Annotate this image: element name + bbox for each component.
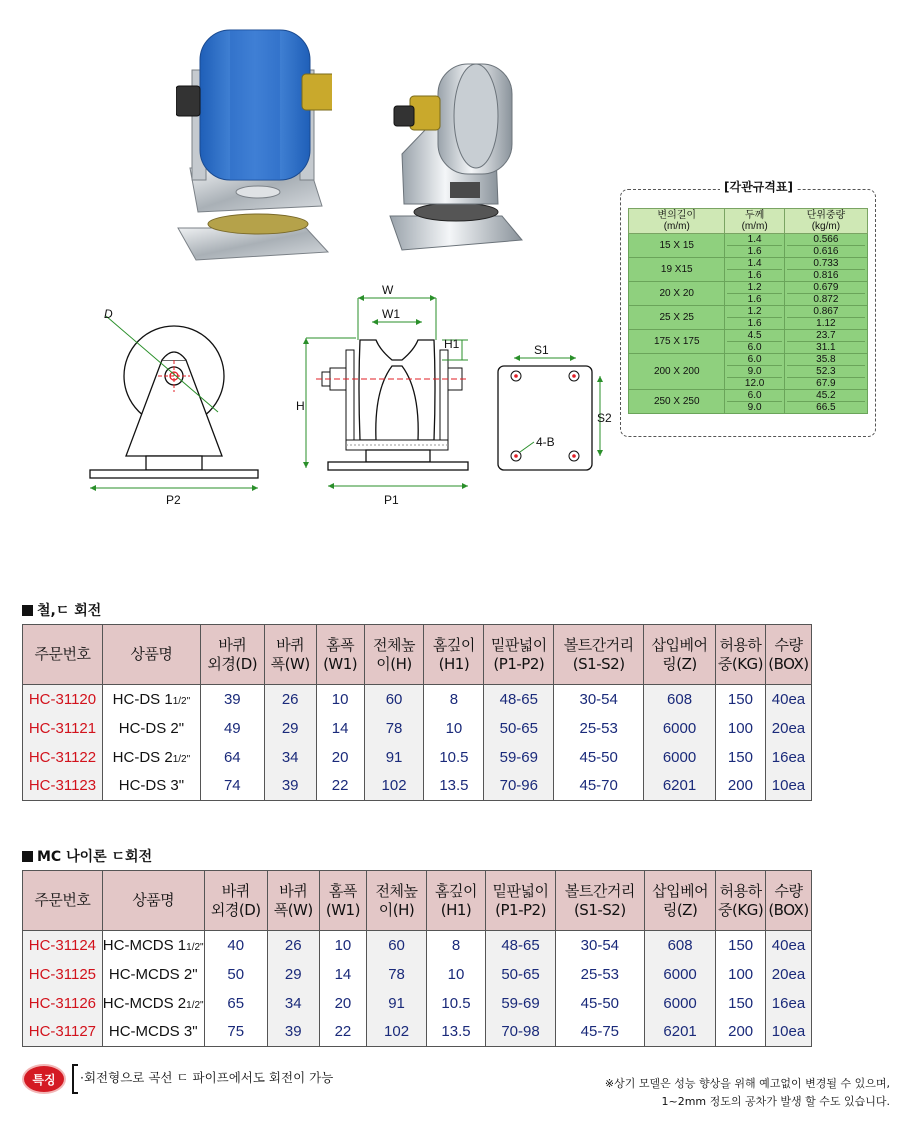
spec-value: 1.4 — [727, 234, 781, 246]
cell-w1: 22 — [316, 772, 364, 801]
label-s1: S1 — [534, 343, 549, 357]
column-header: 바퀴 외경(D) — [204, 871, 267, 931]
cell-h1: 10.5 — [424, 743, 484, 772]
spec-size-cell: 250 X 250 — [629, 390, 725, 414]
product-name-text: HC-DS 2" — [118, 719, 185, 737]
cell-w: 34 — [267, 989, 319, 1018]
cell-kg: 150 — [715, 685, 765, 714]
spec-header-cell: 변의길이 (m/m) — [629, 209, 725, 234]
spec-thickness-cell — [725, 258, 784, 282]
spec-row — [629, 330, 868, 354]
spec-thickness-cell — [725, 330, 784, 354]
feature-badge: 특징 — [22, 1064, 66, 1094]
spec-row — [629, 354, 868, 390]
cell-z: 608 — [644, 931, 715, 960]
cell-kg: 200 — [716, 1018, 766, 1047]
spec-size-cell: 25 X 25 — [629, 306, 725, 330]
product-name — [102, 1018, 204, 1047]
cell-w1: 20 — [319, 989, 367, 1018]
cell-box: 16ea — [765, 989, 811, 1018]
product-name-fraction: 1/2" — [186, 999, 204, 1011]
cell-w1: 10 — [316, 685, 364, 714]
cell-d: 65 — [204, 989, 267, 1018]
order-code: HC-31122 — [23, 743, 103, 772]
spec-value: 67.9 — [816, 378, 836, 389]
notice-line: ※상기 모델은 성능 향상을 위해 예고없이 변경될 수 있으며, — [604, 1077, 890, 1090]
cell-h: 78 — [367, 960, 426, 989]
table-row — [23, 931, 812, 960]
cell-w: 39 — [264, 772, 316, 801]
cell-d: 50 — [204, 960, 267, 989]
label-s2: S2 — [597, 411, 612, 425]
product-name — [102, 931, 204, 960]
cell-h1: 10 — [426, 960, 486, 989]
spec-value: 0.733 — [787, 258, 865, 270]
label-p2: P2 — [166, 493, 181, 507]
cell-p: 59-69 — [486, 989, 555, 1018]
product-name-fraction: 1/2" — [172, 753, 191, 765]
cell-w1: 20 — [316, 743, 364, 772]
order-code: HC-31123 — [23, 772, 103, 801]
spec-value: 9.0 — [747, 402, 762, 413]
spec-row — [629, 234, 868, 258]
cell-p: 50-65 — [486, 960, 555, 989]
cell-w: 26 — [264, 685, 316, 714]
column-header: 홈폭 (W1) — [316, 625, 364, 685]
front-view-drawing — [296, 280, 478, 512]
spec-weight-cell — [784, 258, 867, 282]
section-heading-nylon — [22, 846, 152, 866]
cell-h1: 13.5 — [426, 1018, 486, 1047]
product-name — [102, 772, 200, 801]
spec-value: 0.679 — [787, 282, 865, 294]
cell-d: 75 — [204, 1018, 267, 1047]
column-header: 상품명 — [102, 871, 204, 931]
square-bullet-icon — [22, 851, 33, 862]
spec-header-cell: 두께 (m/m) — [725, 209, 784, 234]
order-code: HC-31125 — [23, 960, 103, 989]
section-title: 철,ㄷ 회전 — [37, 603, 102, 619]
cell-box: 10ea — [765, 1018, 811, 1047]
spec-value: 6.0 — [727, 390, 781, 402]
cell-h: 91 — [367, 989, 426, 1018]
spec-table — [628, 208, 868, 414]
cell-p: 70-96 — [484, 772, 554, 801]
spec-value: 9.0 — [727, 366, 781, 378]
cell-h: 102 — [364, 772, 424, 801]
spec-value: 0.566 — [787, 234, 865, 246]
label-w1: W1 — [382, 307, 400, 321]
cell-box: 20ea — [765, 714, 811, 743]
cell-kg: 100 — [715, 714, 765, 743]
product-name — [102, 743, 200, 772]
product-name-fraction: 1/2" — [186, 941, 204, 953]
spec-value: 1.6 — [747, 270, 762, 281]
column-header: 상품명 — [102, 625, 200, 685]
spec-value: 4.5 — [727, 330, 781, 342]
spec-value: 1.4 — [727, 258, 781, 270]
cell-p: 59-69 — [484, 743, 554, 772]
cell-kg: 200 — [715, 772, 765, 801]
spec-value: 1.12 — [816, 318, 836, 329]
cell-p: 48-65 — [486, 931, 555, 960]
spec-weight-cell — [784, 234, 867, 258]
spec-value: 0.867 — [787, 306, 865, 318]
product-name-text: HC-MCDS 2 — [102, 994, 187, 1012]
label-bolt: 4-B — [536, 435, 555, 449]
table-row — [23, 989, 812, 1018]
column-header: 밑판넓이 (P1-P2) — [486, 871, 555, 931]
cell-z: 6201 — [644, 1018, 715, 1047]
spec-weight-cell — [784, 390, 867, 414]
spec-size-cell: 175 X 175 — [629, 330, 725, 354]
column-header: 주문번호 — [23, 871, 103, 931]
cell-z: 608 — [644, 685, 716, 714]
spec-thickness-cell — [725, 354, 784, 390]
column-header: 밑판넓이 (P1-P2) — [484, 625, 554, 685]
spec-size-cell: 20 X 20 — [629, 282, 725, 306]
cell-box: 20ea — [765, 960, 811, 989]
column-header: 수량 (BOX) — [765, 625, 811, 685]
cell-d: 74 — [200, 772, 264, 801]
product-name-text: HC-DS 1 — [112, 690, 173, 708]
cell-box: 10ea — [765, 772, 811, 801]
label-h: H — [296, 399, 305, 413]
cell-p: 70-98 — [486, 1018, 555, 1047]
cell-s: 30-54 — [554, 685, 644, 714]
cell-kg: 100 — [716, 960, 766, 989]
column-header: 수량 (BOX) — [765, 871, 811, 931]
section-heading-steel — [22, 600, 101, 620]
product-name-text: HC-DS 3" — [118, 777, 185, 795]
cell-p: 48-65 — [484, 685, 554, 714]
spec-value: 1.6 — [747, 246, 762, 257]
cell-h: 78 — [364, 714, 424, 743]
cell-w: 34 — [264, 743, 316, 772]
spec-row — [629, 258, 868, 282]
spec-row — [629, 306, 868, 330]
side-view-drawing — [88, 300, 268, 510]
cell-h1: 10 — [424, 714, 484, 743]
spec-row — [629, 282, 868, 306]
spec-value: 1.6 — [747, 294, 762, 305]
order-code: HC-31120 — [23, 685, 103, 714]
table-row — [23, 714, 812, 743]
spec-weight-cell — [784, 306, 867, 330]
label-w: W — [382, 283, 394, 297]
cell-h: 60 — [364, 685, 424, 714]
column-header: 볼트간거리 (S1-S2) — [554, 625, 644, 685]
column-header: 볼트간거리 (S1-S2) — [555, 871, 644, 931]
table-row — [23, 1018, 812, 1047]
cell-d: 39 — [200, 685, 264, 714]
caster-photo-steel — [384, 44, 526, 256]
spec-header-cell: 단위중량 (kg/m) — [784, 209, 867, 234]
order-code: HC-31126 — [23, 989, 103, 1018]
column-header: 삽입베어 링(Z) — [644, 871, 715, 931]
product-name — [102, 960, 204, 989]
cell-z: 6000 — [644, 989, 715, 1018]
spec-thickness-cell — [725, 282, 784, 306]
notice-line: 1~2mm 정도의 공차가 발생 할 수도 있습니다. — [661, 1095, 890, 1108]
column-header: 홈깊이 (H1) — [426, 871, 486, 931]
cell-w: 29 — [267, 960, 319, 989]
label-h1: H1 — [444, 337, 460, 351]
spec-thickness-cell — [725, 234, 784, 258]
product-name — [102, 714, 200, 743]
product-name-text: HC-MCDS 1 — [102, 936, 187, 954]
product-table-steel — [22, 624, 812, 801]
spec-value: 23.7 — [787, 330, 865, 342]
product-name-fraction: 1/2" — [172, 695, 191, 707]
spec-weight-cell — [784, 354, 867, 390]
cell-h1: 10.5 — [426, 989, 486, 1018]
spec-value: 1.2 — [727, 306, 781, 318]
spec-value: 1.6 — [747, 318, 762, 329]
spec-value: 35.8 — [787, 354, 865, 366]
cell-kg: 150 — [716, 931, 766, 960]
cell-w1: 22 — [319, 1018, 367, 1047]
cell-z: 6201 — [644, 772, 716, 801]
square-bullet-icon — [22, 605, 33, 616]
spec-value: 6.0 — [727, 354, 781, 366]
product-name-text: HC-MCDS 2" — [108, 965, 198, 983]
cell-p: 50-65 — [484, 714, 554, 743]
cell-box: 16ea — [765, 743, 811, 772]
spec-value: 31.1 — [816, 342, 836, 353]
cell-d: 40 — [204, 931, 267, 960]
column-header: 전체높 이(H) — [364, 625, 424, 685]
cell-w: 26 — [267, 931, 319, 960]
product-table-nylon — [22, 870, 812, 1047]
section-title: MC 나이론 ㄷ회전 — [37, 849, 153, 865]
cell-w1: 14 — [316, 714, 364, 743]
product-name — [102, 685, 200, 714]
bracket-icon — [72, 1064, 78, 1094]
spec-weight-cell — [784, 282, 867, 306]
column-header: 삽입베어 링(Z) — [644, 625, 716, 685]
cell-d: 64 — [200, 743, 264, 772]
column-header: 허용하 중(KG) — [716, 871, 766, 931]
column-header: 홈폭 (W1) — [319, 871, 367, 931]
cell-w: 29 — [264, 714, 316, 743]
cell-s: 25-53 — [554, 714, 644, 743]
feature-text: ·회전형으로 곡선 ㄷ 파이프에서도 회전이 가능 — [80, 1070, 334, 1085]
spec-value: 0.616 — [813, 246, 839, 257]
spec-value: 45.2 — [787, 390, 865, 402]
cell-h1: 8 — [424, 685, 484, 714]
product-name-text: HC-MCDS 3" — [108, 1023, 198, 1041]
spec-value: 52.3 — [787, 366, 865, 378]
cell-h: 60 — [367, 931, 426, 960]
spec-value: 66.5 — [816, 402, 836, 413]
cell-s: 45-70 — [554, 772, 644, 801]
label-d: D — [104, 307, 113, 321]
column-header: 바퀴 외경(D) — [200, 625, 264, 685]
cell-w1: 14 — [319, 960, 367, 989]
cell-z: 6000 — [644, 960, 715, 989]
cell-box: 40ea — [765, 685, 811, 714]
table-row — [23, 960, 812, 989]
column-header: 전체높 이(H) — [367, 871, 426, 931]
cell-w: 39 — [267, 1018, 319, 1047]
product-name — [102, 989, 204, 1018]
cell-s: 45-50 — [554, 743, 644, 772]
cell-z: 6000 — [644, 714, 716, 743]
table-row — [23, 743, 812, 772]
caster-photo-nylon — [176, 0, 332, 262]
cell-s: 30-54 — [555, 931, 644, 960]
order-code: HC-31127 — [23, 1018, 103, 1047]
table-row — [23, 772, 812, 801]
cell-s: 45-50 — [555, 989, 644, 1018]
column-header: 허용하 중(KG) — [715, 625, 765, 685]
bolt-plate-drawing — [496, 340, 614, 474]
product-name-text: HC-DS 2 — [112, 748, 173, 766]
column-header: 바퀴 폭(W) — [267, 871, 319, 931]
spec-value: 1.2 — [727, 282, 781, 294]
cell-h1: 13.5 — [424, 772, 484, 801]
cell-kg: 150 — [716, 989, 766, 1018]
cell-kg: 150 — [715, 743, 765, 772]
cell-h: 102 — [367, 1018, 426, 1047]
column-header: 주문번호 — [23, 625, 103, 685]
spec-value: 6.0 — [747, 342, 762, 353]
spec-thickness-cell — [725, 390, 784, 414]
spec-value: 0.872 — [813, 294, 839, 305]
cell-h: 91 — [364, 743, 424, 772]
spec-row — [629, 390, 868, 414]
spec-size-cell: 15 X 15 — [629, 234, 725, 258]
spec-title: [각관규격표] — [720, 178, 797, 195]
notice-text — [605, 1075, 890, 1111]
cell-h1: 8 — [426, 931, 486, 960]
cell-box: 40ea — [765, 931, 811, 960]
spec-weight-cell — [784, 330, 867, 354]
spec-value: 0.816 — [813, 270, 839, 281]
column-header: 바퀴 폭(W) — [264, 625, 316, 685]
spec-thickness-cell — [725, 306, 784, 330]
order-code: HC-31121 — [23, 714, 103, 743]
column-header: 홈깊이 (H1) — [424, 625, 484, 685]
cell-w1: 10 — [319, 931, 367, 960]
spec-value: 12.0 — [744, 378, 765, 389]
spec-size-cell: 19 X15 — [629, 258, 725, 282]
cell-z: 6000 — [644, 743, 716, 772]
label-p1: P1 — [384, 493, 399, 507]
cell-s: 25-53 — [555, 960, 644, 989]
order-code: HC-31124 — [23, 931, 103, 960]
spec-size-cell: 200 X 200 — [629, 354, 725, 390]
cell-s: 45-75 — [555, 1018, 644, 1047]
cell-d: 49 — [200, 714, 264, 743]
table-row — [23, 685, 812, 714]
